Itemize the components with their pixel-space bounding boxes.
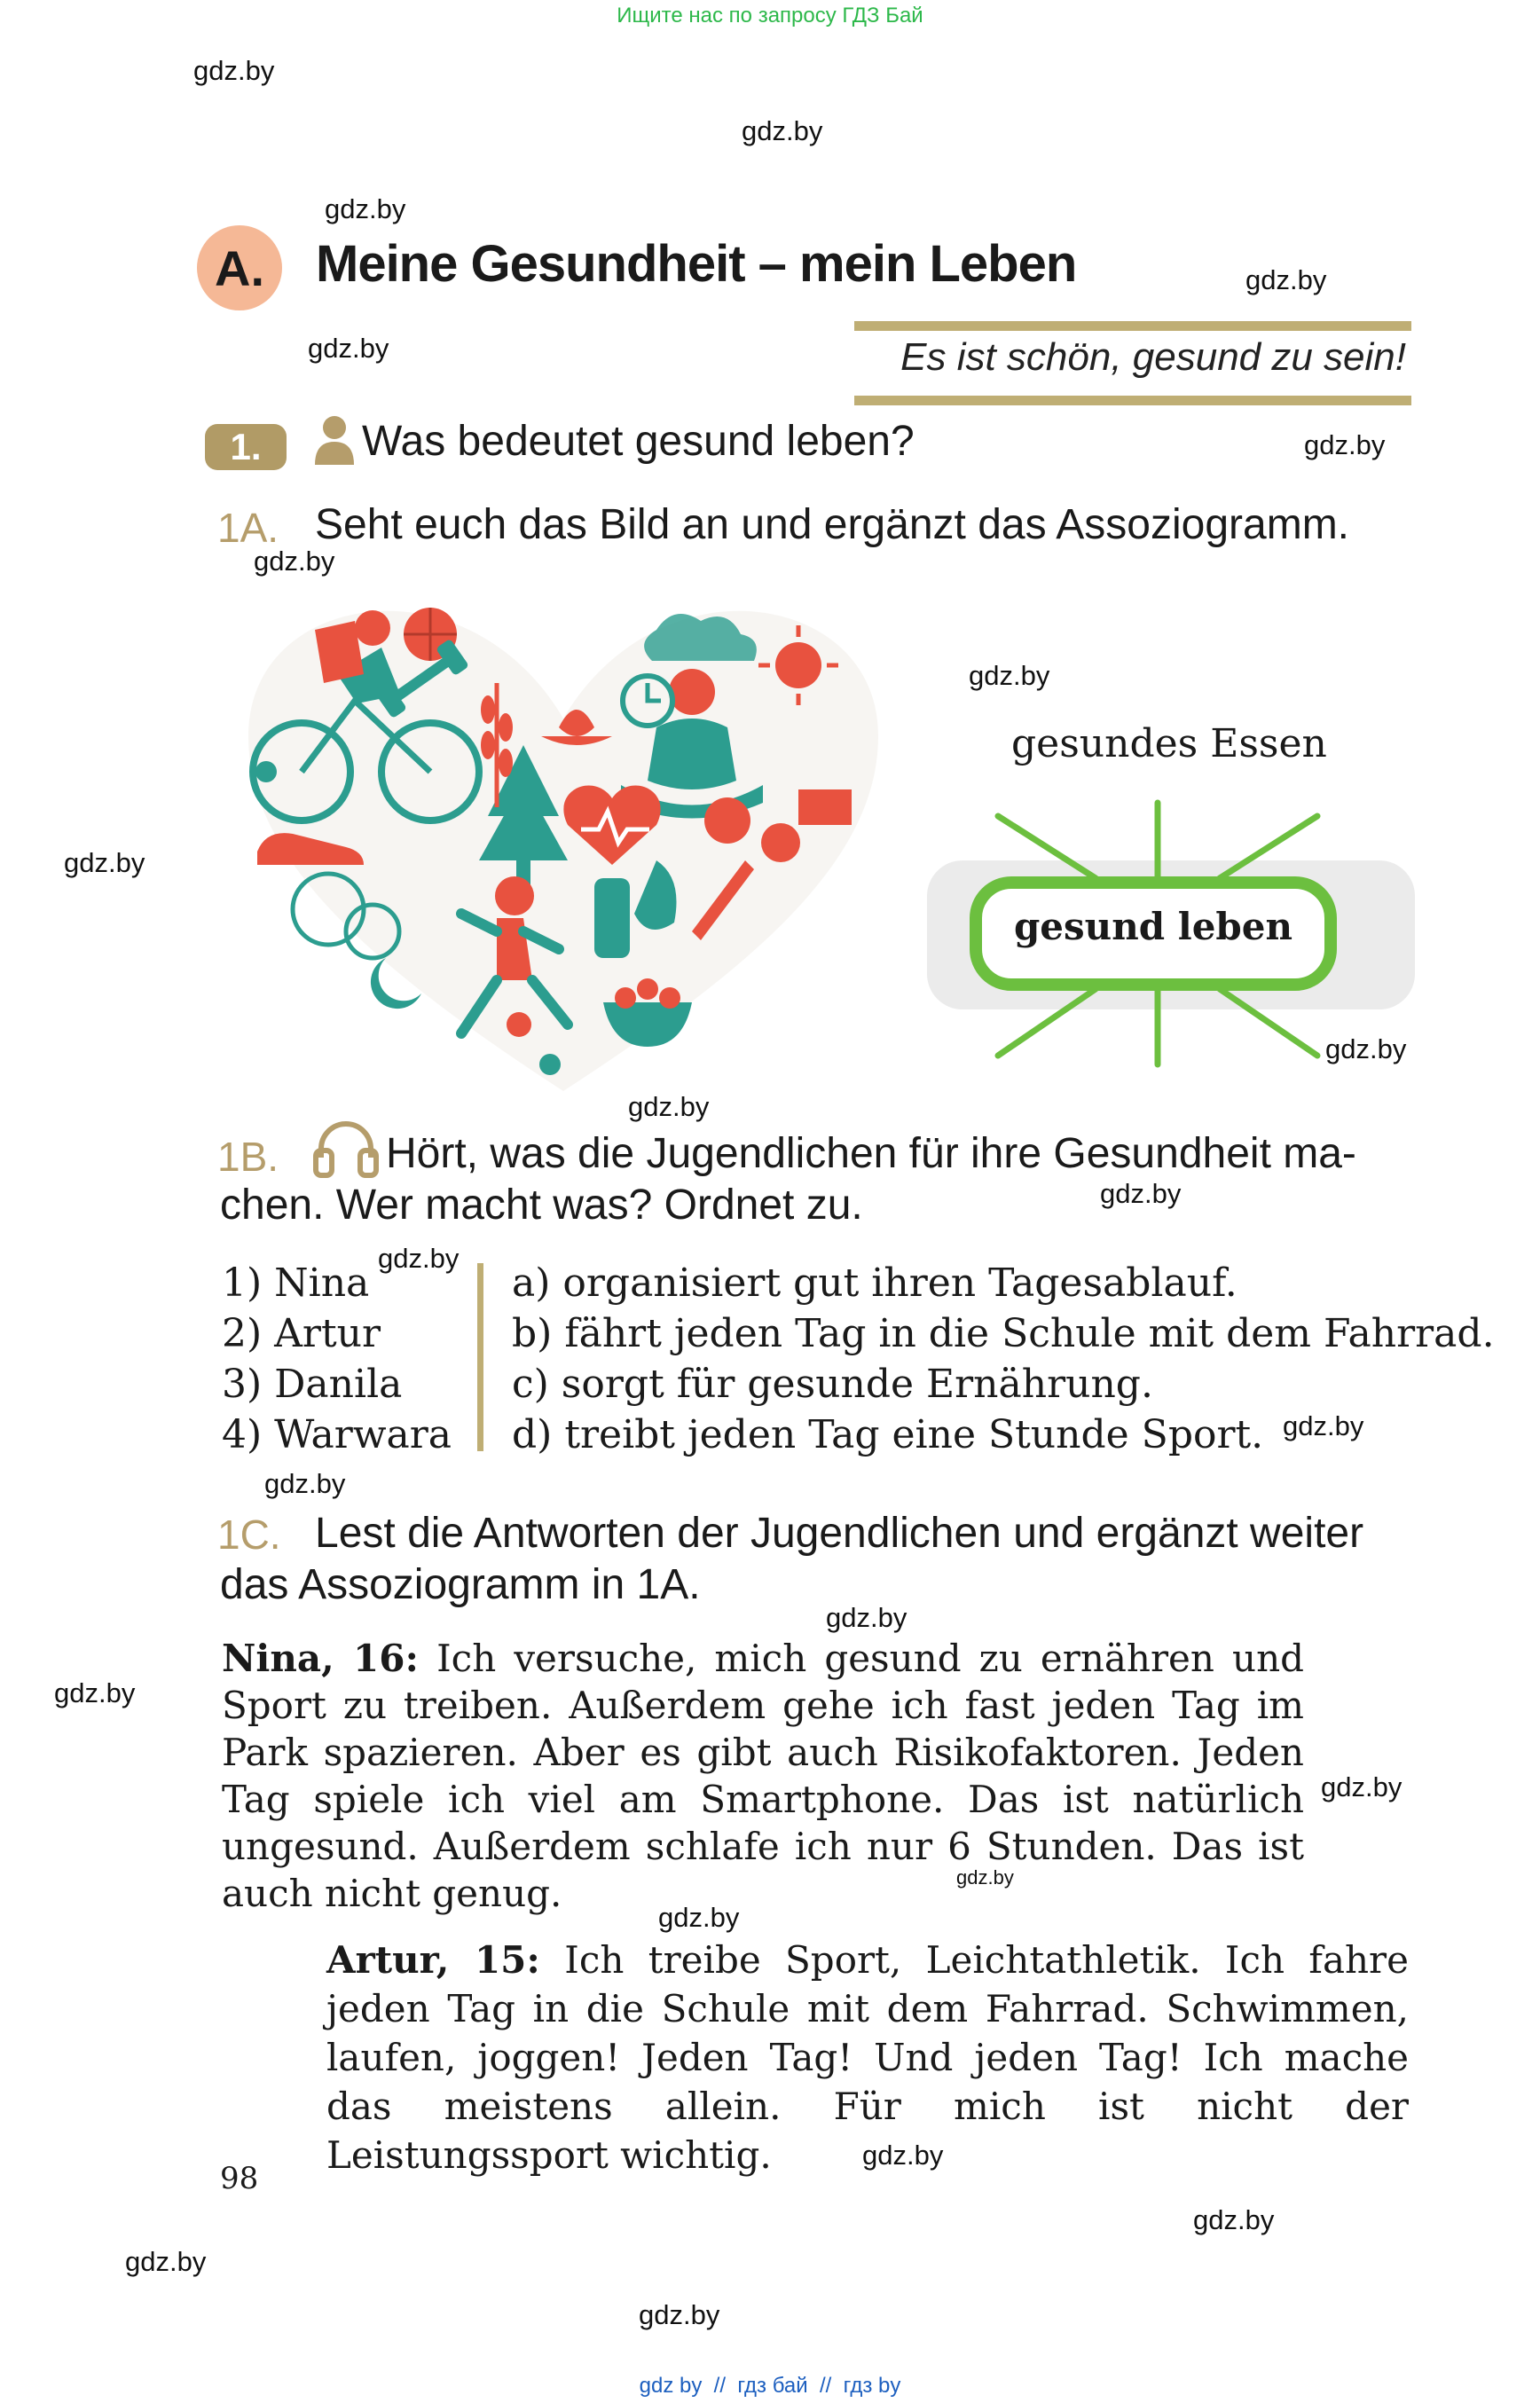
nina-answer [222, 1635, 1304, 1917]
matching-name: 2) Artur [222, 1311, 381, 1356]
exercise-number: 1B. [217, 1134, 279, 1180]
matching-option: d) treibt jeden Tag eine Stunde Sport. [512, 1412, 1264, 1457]
exercise-instruction-line1: Lest die Antworten der Jugendlichen und ergänzt weiter [315, 1510, 1364, 1557]
exercise-instruction-line1: Hört, was die Jugendlichen für ihre Gesundheit ma- [386, 1130, 1356, 1177]
matching-name: 1) Nina [222, 1260, 370, 1306]
section-motto: Es ist schön, gesund zu sein! [900, 335, 1406, 379]
watermark: gdz.by [969, 660, 1050, 691]
artur-speaker: Artur, 15: [326, 1938, 540, 1982]
headphones-icon [312, 1115, 380, 1179]
artur-text: Ich treibe Sport, Leichtathletik. Ich fahre jeden Tag in die Schule mit dem Fahrrad. Schwimmen, laufen, joggen! Jeden Tag! Und jeden Tag! Ich mache das meistens allein. Für mich ist nicht der Leistungssport wichtig. [326, 1938, 1409, 2177]
exercise-number: 1A. [217, 505, 279, 551]
section-badge: A. [197, 225, 282, 310]
watermark: gdz.by [826, 1602, 908, 1633]
heart-collage-image [231, 594, 896, 1100]
watermark: gdz.by [956, 1866, 1014, 1889]
matching-name: 4) Warwara [222, 1412, 452, 1457]
motto-rule-top [854, 321, 1411, 331]
watermark: gdz.by [308, 333, 389, 364]
exercise-instruction-line2: das Assoziogramm in 1A. [220, 1561, 701, 1608]
watermark: gdz.by [1321, 1771, 1402, 1802]
nina-speaker: Nina, 16: [222, 1637, 420, 1680]
artur-answer [326, 1936, 1409, 2179]
matching-option: c) sorgt für gesunde Ernährung. [512, 1362, 1153, 1407]
watermark: gdz.by [54, 1677, 136, 1708]
watermark: gdz.by [254, 546, 335, 577]
watermark: gdz.by [862, 2140, 944, 2171]
watermark: gdz.by [64, 847, 145, 878]
exercise-title: Was bedeutet gesund leben? [362, 418, 915, 465]
watermark: gdz.by [264, 1468, 346, 1499]
assoziogramm-center: gesund leben [1013, 905, 1293, 948]
matching-option: a) organisiert gut ihren Tagesablauf. [512, 1260, 1238, 1306]
watermark: gdz.by [1304, 429, 1386, 460]
nina-text: Ich versuche, mich gesund zu ernähren und Sport zu treiben. Außerdem gehe ich fast jeden Tag im Park spazieren. Aber es gibt auch Risikofaktoren. Jeden Tag spiele ich viel am Smartphone. Das ist natürlich ungesund. Außerdem schlafe ich nur 6 Stunden. Das ist auch nicht genug. [222, 1637, 1305, 1915]
exercise-instruction-line2: chen. Wer macht was? Ordnet zu. [220, 1182, 863, 1229]
page-number: 98 [220, 2161, 259, 2196]
watermark: gdz.by [1100, 1178, 1182, 1209]
person-icon [312, 413, 357, 467]
watermark: gdz.by [1193, 2204, 1275, 2235]
watermark: gdz.by [1325, 1033, 1407, 1064]
watermark: gdz.by [125, 2246, 207, 2277]
motto-rule-bottom [854, 396, 1411, 405]
watermark: gdz.by [628, 1091, 710, 1122]
top-banner[interactable]: Ищите нас по запросу ГДЗ Бай [617, 4, 923, 27]
watermark: gdz.by [1245, 264, 1327, 295]
exercise-badge: 1. [205, 424, 287, 470]
exercise-number: 1C. [217, 1512, 281, 1558]
watermark: gdz.by [1283, 1410, 1364, 1441]
section-title: Meine Gesundheit – mein Leben [316, 235, 1077, 293]
matching-name: 3) Danila [222, 1362, 403, 1407]
watermark: gdz.by [639, 2299, 720, 2330]
matching-option: b) fährt jeden Tag in die Schule mit dem Fahrrad. [512, 1311, 1495, 1356]
watermark: gdz.by [658, 1902, 740, 1933]
watermark: gdz.by [193, 55, 275, 86]
watermark: gdz.by [378, 1243, 460, 1274]
watermark: gdz.by [325, 193, 406, 224]
bottom-links[interactable]: gdz by // гдз бай // гдз by [639, 2374, 901, 2398]
exercise-instruction: Seht euch das Bild an und ergänzt das Assoziogramm. [315, 501, 1350, 548]
assoziogramm-example[interactable]: gesundes Essen [1011, 721, 1327, 766]
assoziogramm [923, 798, 1419, 1073]
watermark: gdz.by [742, 115, 823, 146]
matching-divider [477, 1263, 483, 1451]
